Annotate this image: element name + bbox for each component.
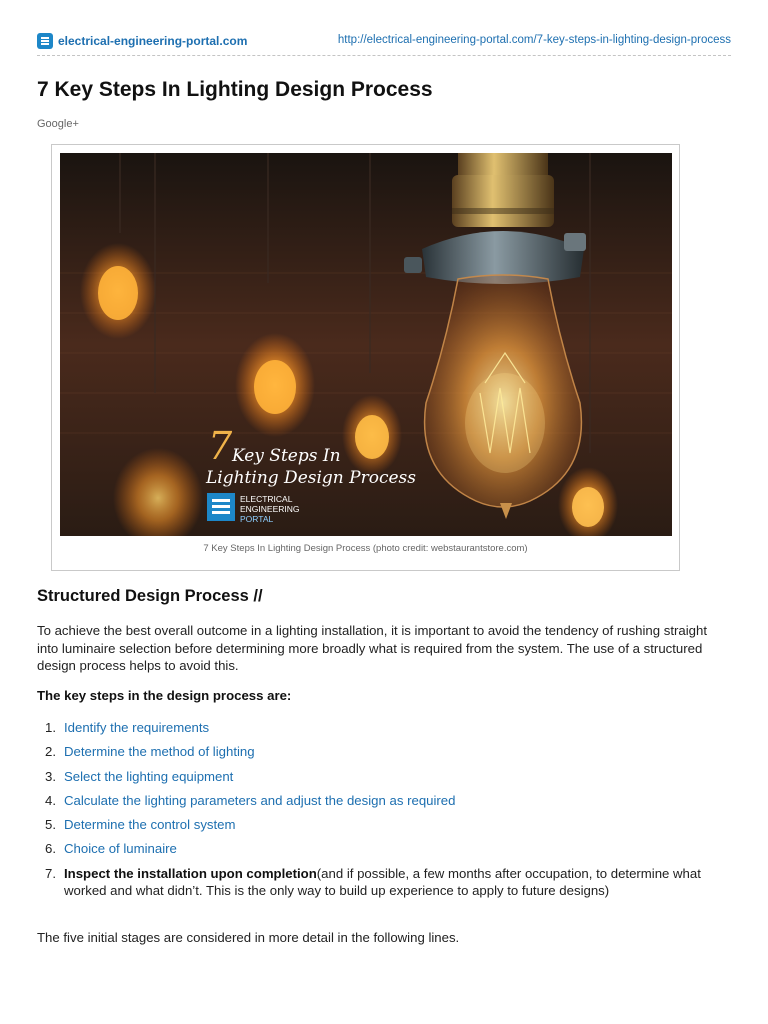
page-header (37, 32, 731, 52)
overlay-title-line1: Key Steps In (232, 446, 341, 466)
step-link-control-system[interactable]: Determine the control system (64, 817, 236, 833)
step-link-luminaire[interactable]: Choice of luminaire (64, 841, 177, 857)
section-heading: Structured Design Process // (37, 587, 263, 605)
overlay-logo-text-1: ELECTRICAL (240, 494, 293, 504)
step-number: 1. (45, 720, 56, 735)
page-title: 7 Key Steps In Lighting Design Process (37, 78, 433, 101)
site-name-link[interactable]: electrical-engineering-portal.com (58, 34, 248, 48)
figure-caption: 7 Key Steps In Lighting Design Process (photo credit: webstaurantstore.com) (203, 543, 528, 554)
step-number: 7. (45, 865, 56, 881)
header-divider (37, 55, 731, 56)
step-number: 6. (45, 841, 56, 857)
list-item (37, 719, 731, 743)
steps-list (37, 719, 731, 900)
google-plus-link[interactable]: Google+ (37, 118, 79, 130)
key-steps-heading: The key steps in the design process are: (37, 688, 292, 703)
list-item (37, 865, 731, 900)
portal-logo-icon (37, 33, 53, 49)
step-link-equipment[interactable]: Select the lighting equipment (64, 768, 234, 784)
step-link-method[interactable]: Determine the method of lighting (64, 744, 255, 760)
overlay-logo-text-3: PORTAL (240, 514, 274, 524)
overlay-title-line2: Lighting Design Process (206, 468, 416, 488)
article-url-link[interactable]: http://electrical-engineering-portal.com/7-key-steps-in-lighting-design-process (337, 34, 731, 46)
list-item (37, 768, 731, 792)
step-link-parameters[interactable]: Calculate the lighting parameters and adjust the design as required (64, 792, 456, 808)
list-item (37, 743, 731, 767)
article-figure (51, 144, 680, 571)
overlay-logo-text-2: ENGINEERING (240, 504, 300, 514)
list-item (37, 792, 731, 816)
intro-paragraph: To achieve the best overall outcome in a lighting installation, it is important to avoid the tendency of rushing straight into luminaire selection before determining more broadly what is required from the system. The use of a structured design process helps to avoid this. (37, 623, 708, 673)
list-item (37, 816, 731, 840)
list-item (37, 840, 731, 864)
closing-paragraph: The five initial stages are considered in more detail in the following lines. (37, 930, 460, 945)
step-number: 2. (45, 744, 56, 760)
step-inspect-label: Inspect the installation upon completion (64, 865, 317, 881)
step-number: 3. (45, 768, 56, 784)
step-number: 4. (45, 792, 56, 808)
lightbulb-photo (60, 153, 672, 536)
step-link-requirements[interactable]: Identify the requirements (64, 720, 210, 735)
step-inspect-text: (and if possible, a few months after occupation, to determine what worked and what didn’t. This is the only way to build up experience to apply to future designs) (64, 865, 701, 899)
step-number: 5. (45, 817, 56, 833)
overlay-number: 7 (208, 424, 233, 468)
